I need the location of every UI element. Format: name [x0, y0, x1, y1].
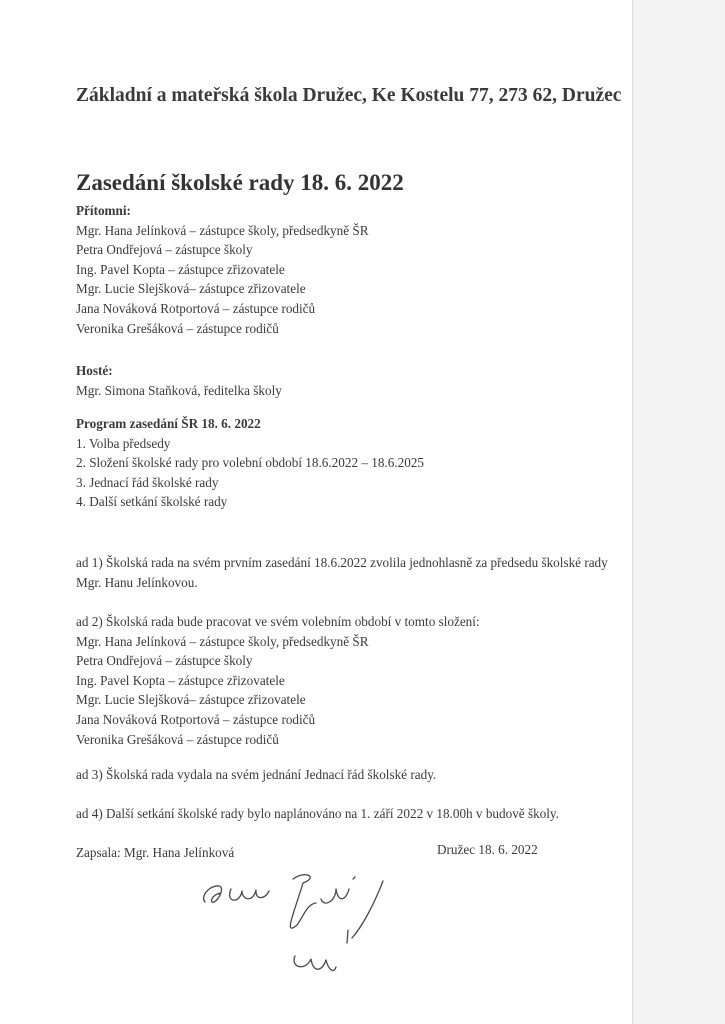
- member-5: Jana Nováková Rotportová – zástupce rodičů: [76, 711, 316, 727]
- attendee-5: Jana Nováková Rotportová – zástupce rodičů: [76, 300, 316, 316]
- handwritten-signature-icon: [195, 855, 405, 985]
- recorded-by: Zapsala: Mgr. Hana Jelínková: [76, 845, 235, 860]
- guests-section: [76, 361, 282, 400]
- member-2: Petra Ondřejová – zástupce školy: [76, 653, 253, 669]
- program-item-1: 1. Volba předsedy: [76, 435, 171, 451]
- attendee-3: Ing. Pavel Kopta – zástupce zřizovatele: [76, 261, 285, 277]
- member-1: Mgr. Hana Jelínková – zástupce školy, předsedkyně ŠR: [76, 633, 369, 649]
- guest-1: Mgr. Simona Staňková, ředitelka školy: [76, 382, 282, 398]
- school-name: Základní a mateřská škola Družec, Ke Kostelu 77, 273 62, Družec: [76, 85, 622, 106]
- point-3: ad 3) Školská rada vydala na svém jednání Jednací řád školské rady.: [76, 767, 437, 782]
- program-item-4: 4. Další setkání školské rady: [76, 494, 228, 510]
- attendee-4: Mgr. Lucie Slejšková– zástupce zřizovatele: [76, 281, 306, 297]
- point-1: ad 1) Školská rada na svém prvním zasedání 18.6.2022 zvolila jednohlasně za předsedu školské rady Mgr. Hanu Jelínkovou.: [76, 555, 608, 590]
- attendees-section: [76, 201, 369, 338]
- program-heading: Program zasedání ŠR 18. 6. 2022: [76, 416, 261, 431]
- point-2-intro: ad 2) Školská rada bude pracovat ve svém volebním období v tomto složení:: [76, 614, 480, 629]
- program-item-3: 3. Jednací řád školské rady: [76, 474, 219, 490]
- program-section: [76, 414, 424, 512]
- member-6: Veronika Grešáková – zástupce rodičů: [76, 731, 279, 747]
- attendees-heading: Přítomni:: [76, 203, 131, 218]
- point-4: ad 4) Další setkání školské rady bylo naplánováno na 1. září 2022 v 18.00h v budově školy.: [76, 806, 559, 821]
- meeting-title: Zasedání školské rady 18. 6. 2022: [76, 170, 404, 195]
- attendee-6: Veronika Grešáková – zástupce rodičů: [76, 320, 279, 336]
- attendee-2: Petra Ondřejová – zástupce školy: [76, 242, 253, 258]
- guests-heading: Hosté:: [76, 363, 113, 378]
- program-item-2: 2. Složení školské rady pro volební období 18.6.2022 – 18.6.2025: [76, 455, 424, 471]
- member-3: Ing. Pavel Kopta – zástupce zřizovatele: [76, 672, 285, 688]
- attendee-1: Mgr. Hana Jelínková – zástupce školy, předsedkyně ŠR: [76, 222, 369, 238]
- member-4: Mgr. Lucie Slejšková– zástupce zřizovatele: [76, 692, 306, 708]
- point-2-section: [76, 612, 480, 749]
- document-date: Družec 18. 6. 2022: [437, 842, 538, 857]
